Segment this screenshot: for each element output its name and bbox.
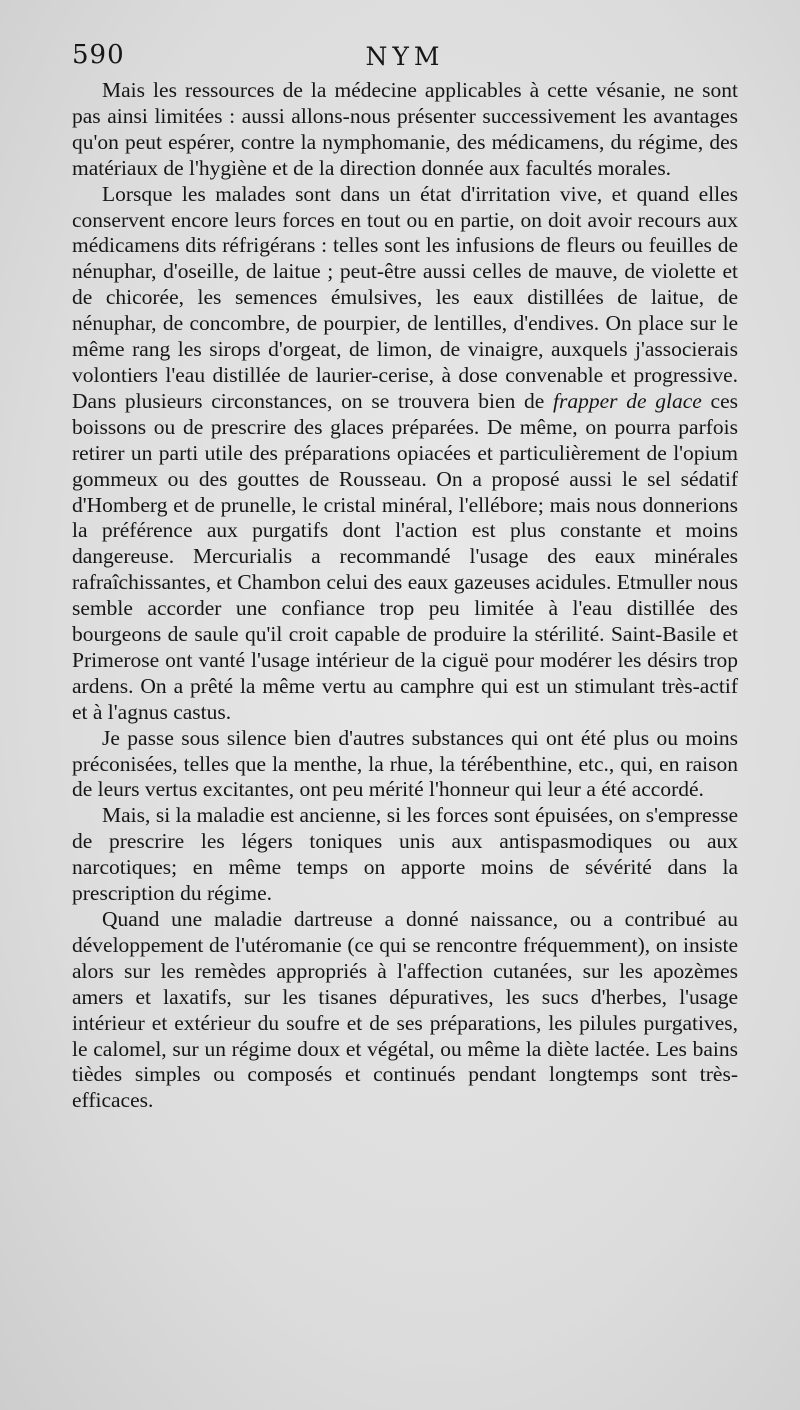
- paragraph-text: Lorsque les malades sont dans un état d'irritation vive, et quand elles conservent encore leurs forces en tout ou en partie, on doit avoir recours aux médicamens dits réfrigérans : telles sont les infusions de fleurs ou feuilles de nénuphar, d'oseille, de laitue ; peut-être aussi celles de mauve, de violette et de chicorée, les semences émulsives, les eaux distillées de laitue, de nénuphar, de concombre, de pourpier, de lentilles, d'endives. On place sur le même rang les sirops d'orgeat, de limon, de vinaigre, auxquels j'associerais volontiers l'eau distillée de laurier-cerise, à dose convenable et progressive. Dans plusieurs circonstances, on se trouvera bien de: [72, 181, 738, 413]
- page-header: [72, 40, 738, 80]
- paragraph-text: ces boissons ou de prescrire des glaces préparées. De même, on pourra parfois retirer un parti utile des préparations opiacées et particulièrement de l'opium gommeux ou des gouttes de Rousseau. On a proposé aussi le sel sédatif d'Homberg et de prunelle, le cristal minéral, l'ellébore; mais nous donnerions la préférence aux purgatifs dont l'action est plus constante et moins dangereuse. Mercurialis a recommandé l'usage des eaux minérales rafraîchissantes, et Chambon celui des eaux gazeuses acidules. Etmuller nous semble accorder une confiance trop peu limitée à l'eau distillée des bourgeons de saule qu'il croit capable de produire la stérilité. Saint-Basile et Primerose ont vanté l'usage intérieur de la ciguë pour modérer les désirs trop ardens. On a prêté la même vertu au camphre qui est un stimulant très-actif et à l'agnus castus.: [72, 388, 738, 724]
- paragraph: [72, 803, 738, 907]
- page-number: 590: [72, 40, 125, 70]
- paragraph-text: Mais, si la maladie est ancienne, si les forces sont épuisées, on s'empresse de prescrire les légers toniques unis aux antispasmodiques ou aux narcotiques; en même temps on apporte moins de sévérité dans la prescription du régime.: [72, 803, 738, 906]
- paragraph: [72, 726, 738, 804]
- paragraph: [72, 907, 738, 1114]
- paragraph: [72, 182, 738, 726]
- paragraph-text: Mais les ressources de la médecine applicables à cette vésanie, ne sont pas ainsi limitées : aussi allons-nous présenter successivement les avantages qu'on peut espérer, contre la nymphomanie, des médicamens, du régime, des matériaux de l'hygiène et de la direction donnée aux facultés morales.: [72, 78, 738, 180]
- paragraph-text: Quand une maladie dartreuse a donné naissance, ou a contribué au développement de l'utéromanie (ce qui se rencontre fréquemment), on insiste alors sur les remèdes appropriés à l'affection cutanées, sur les apozèmes amers et laxatifs, sur les tisanes dépuratives, les sucs d'herbes, l'usage intérieur et extérieur du soufre et de ses préparations, les pilules purgatives, le calomel, sur un régime doux et végétal, ou même la diète lactée. Les bains tièdes simples ou composés et continués pendant longtemps sont très-efficaces.: [72, 907, 738, 1113]
- body-text: [72, 78, 738, 1114]
- paragraph-text: Je passe sous silence bien d'autres substances qui ont été plus ou moins préconisées, telles que la menthe, la rhue, la térébenthine, etc., qui, en raison de leurs vertus excitantes, ont peu mérité l'honneur qui leur a été accordé.: [72, 725, 738, 802]
- italic-phrase: frapper de glace: [553, 388, 702, 413]
- paragraph: [72, 78, 738, 182]
- running-head: NYM: [365, 42, 445, 71]
